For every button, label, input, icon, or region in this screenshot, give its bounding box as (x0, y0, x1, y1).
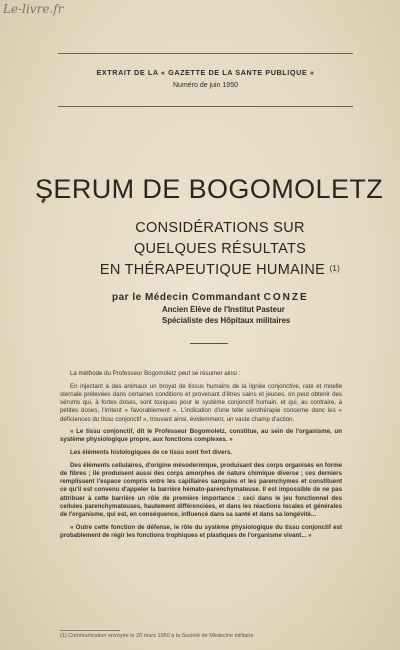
subtitle-line-3 (40, 262, 400, 278)
footnote-rule (60, 630, 120, 631)
body-text (60, 370, 342, 545)
subtitle-line-2: QUELQUES RÉSULTATS (133, 241, 307, 257)
issue-number: Numéro de juin 1950 (173, 82, 238, 89)
paragraph-1: La méthode du Professeur Bogomoletz peut se résumer ainsi : (70, 370, 241, 377)
header-box (58, 53, 353, 107)
author-affiliation-1: Ancien Elève de l'Institut Pasteur (162, 305, 285, 314)
subtitle-line-1: CONSIDÉRATIONS SUR (135, 220, 305, 236)
separator-rule (190, 343, 228, 344)
document-title: SERUM DE BOGOMOLETZ (35, 174, 384, 204)
extrait-line: EXTRAIT DE LA « GAZETTE DE LA SANTE PUBLIQUE » (96, 68, 315, 77)
author-name: CONZE (263, 292, 309, 303)
paragraph-2: En injectant à des animaux un broyat de tissus humains de la lignée conjonctive, rate et moelle sternale prélevées dans certaines conditions et provenant d'êtres sains et jeunes, on peut obtenir des sérums qui, à fortes doses, sont toxiques pour le système conjonctif humain, et qui, au contraire, à petites doses, l'irritent « favorablement ». L'indication d'une telle sérothérapie concerne donc les « déficiences du tissu conjonctif », trouvant ainsi, évidemment, un vaste champ d'action. (60, 382, 342, 423)
subtitle-line-3-text: EN THÉRAPEUTIQUE HUMAINE (99, 262, 326, 278)
watermark-text: Le-livre.fr (3, 2, 64, 16)
footnote-reference: (1) (329, 264, 341, 273)
author-line (112, 292, 309, 303)
paragraph-5: Des éléments cellulaires, d'origine mésodermique, produisant des corps organisés en forme de fibres ; ile produisent aussi des corps amorphes de nature chimique diverse ; ces derniers remplissent l'espace compris entre les capillaires sanguins et les parenchymes et constituent ce qu'il est convenu d'appeler la barrière hémato-parenchymateuse. Il est impossible de ne pas attribuer à cette barrière un rôle de première importance : ceci dans le jeu fonctionnel des cellules parenchymateuses, hautement différenciées, et dans les réactions locales et générales de l'organisme, qui est, en conséquence, influencé dans sa santé et dans sa longévité... (60, 461, 342, 519)
paragraph-3: « Le tissu conjonctif, dit le Professeur Bogomoletz, constitue, au sein de l'organisme, un système physiologique propre, aux fonctions complexes. » (60, 428, 342, 444)
author-affiliation-2: Spécialiste des Hôpitaux militaires (162, 316, 291, 325)
author-prefix: par le Médecin Commandant (112, 292, 261, 303)
paragraph-6: « Outre cette fonction de défense, le rôle du système physiologique du tissu conjonctif est probablement de régir les fonctions trophiques et plastiques de l'organisme vivant... » (60, 523, 342, 539)
paragraph-4: Les éléments histologiques de ce tissu sont fort divers. (70, 449, 233, 457)
footnote: (1) Communication envoyée le 20 mars 1950 à la Société de Médecine militaire (60, 633, 254, 639)
